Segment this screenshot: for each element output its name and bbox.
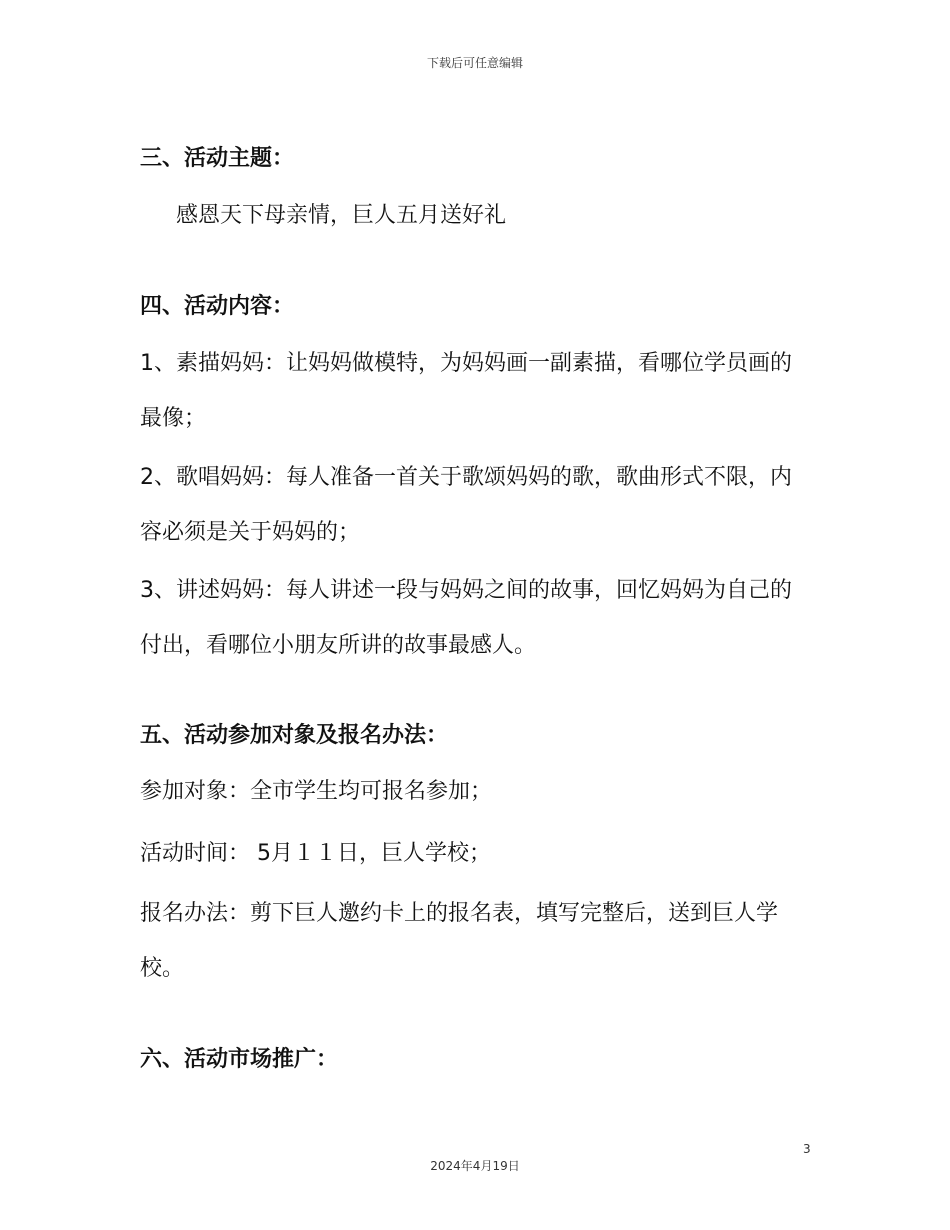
content-item-sing: 2、歌唱妈妈：每人准备一首关于歌颂妈妈的歌，歌曲形式不限，内容必须是关于妈妈的； bbox=[140, 465, 792, 545]
section-heading-content: 四、活动内容： bbox=[140, 294, 295, 319]
section-heading-promotion: 六、活动市场推广： bbox=[140, 1047, 339, 1072]
event-time-text: 活动时间： 5月１１日，巨人学校； bbox=[140, 841, 491, 866]
content-item-story: 3、讲述妈妈：每人讲述一段与妈妈之间的故事，回忆妈妈为自己的付出，看哪位小朋友所讲的故事最感人。 bbox=[140, 578, 792, 658]
section-heading-participants: 五、活动参加对象及报名办法： bbox=[140, 723, 449, 748]
theme-text: 感恩天下母亲情，巨人五月送好礼 bbox=[176, 203, 507, 228]
participants-text: 参加对象：全市学生均可报名参加； bbox=[140, 779, 493, 804]
page-header: 下载后可任意编辑 bbox=[426, 56, 523, 70]
section-heading-theme: 三、活动主题： bbox=[140, 146, 295, 171]
page-number: 3 bbox=[803, 1142, 811, 1156]
page-footer-date: 2024年4月19日 bbox=[430, 1159, 520, 1173]
content-item-sketch: 1、素描妈妈：让妈妈做模特，为妈妈画一副素描，看哪位学员画的最像； bbox=[140, 351, 792, 431]
registration-method-text: 报名办法：剪下巨人邀约卡上的报名表，填写完整后，送到巨人学校。 bbox=[140, 901, 779, 981]
